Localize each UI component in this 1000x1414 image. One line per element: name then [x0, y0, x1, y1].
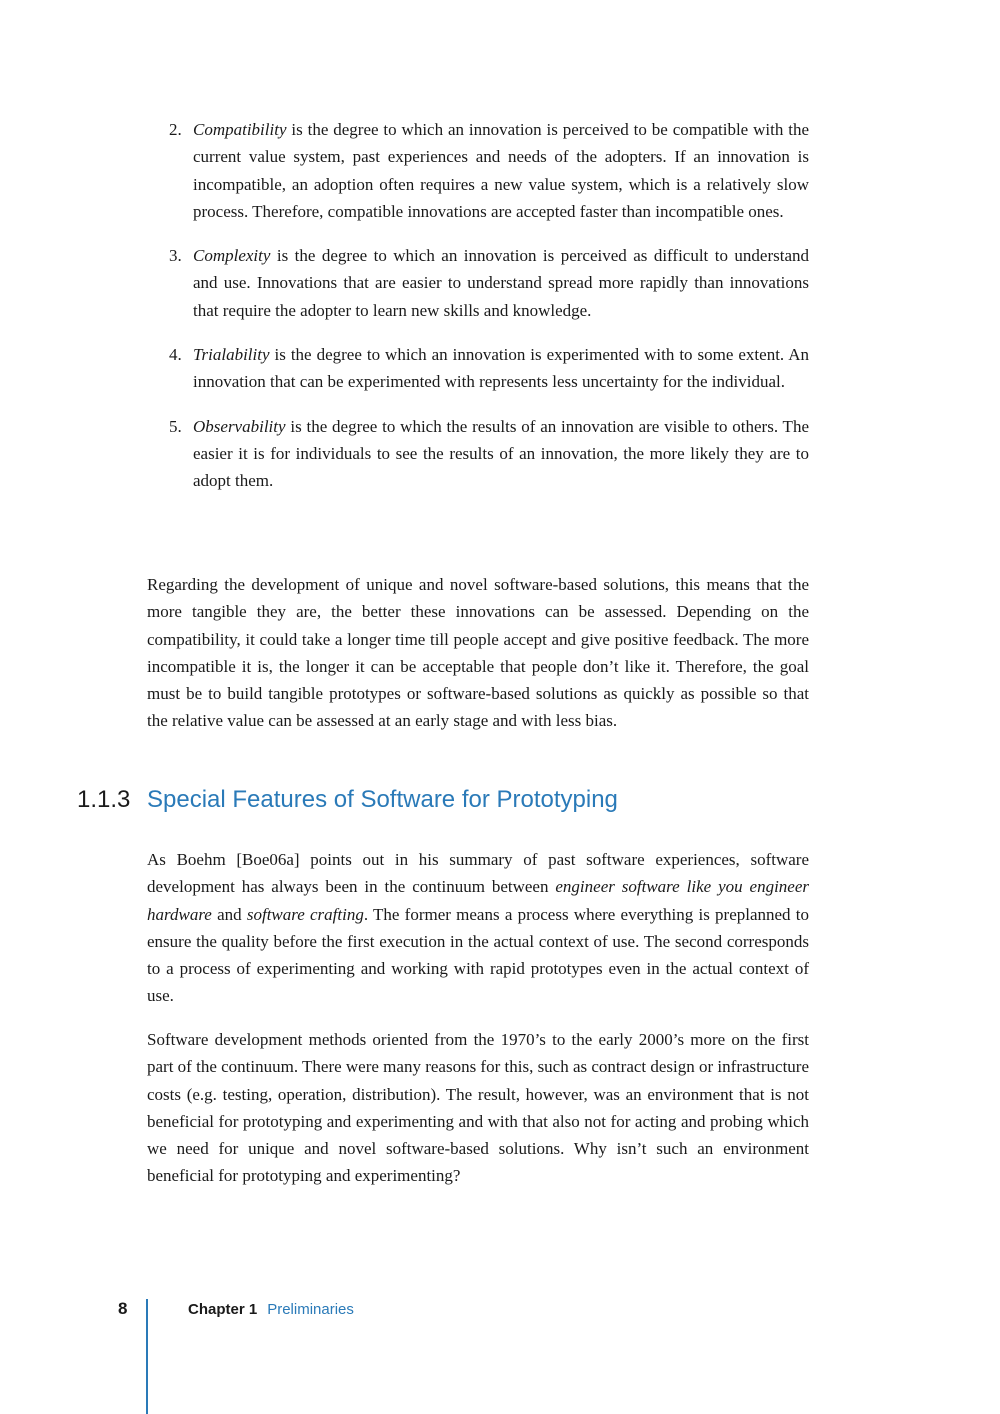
section-number: 1.1.3	[77, 786, 131, 813]
innovation-attributes-list	[147, 116, 809, 512]
paragraph-methods: Software development methods oriented from the 1970’s to the early 2000’s more on the first part of the continuum. There were many reasons for this, such as contract design or infrastructure costs (e.g. testing, operation, distribution). The result, however, was an environment that is not beneficial for prototyping and experimenting and with that also not for acting and probing which we need for unique and novel software-based solutions. Why isn’t such an environment beneficial for prototyping and experimenting?	[147, 1030, 809, 1186]
list-item-term: Observability	[193, 416, 286, 436]
list-item-text: is the degree to which an innovation is experimented with to some extent. An innovation that can be experimented with represents less uncertainty for the individual.	[193, 345, 809, 392]
list-item-term: Compatibility	[193, 120, 287, 139]
list-item-number: 5.	[169, 416, 182, 436]
list-item-number: 2.	[169, 120, 182, 139]
section-title: Special Features of Software for Prototyping	[147, 786, 618, 813]
paragraph-regarding: Regarding the development of unique and novel software-based solutions, this means that the more tangible they are, the better these innovations can be assessed. Depending on the compatibility, it could take a longer time till people accept and give positive feedback. The more incompatible it is, the longer it can be acceptable that people don’t like it. Therefore, the goal must be to build tangible prototypes or software-based solutions as quickly as possible so that the relative value can be assessed at an early stage and with less bias.	[147, 575, 809, 731]
footer-divider	[146, 1299, 148, 1414]
list-item-text: is the degree to which an innovation is perceived to be compatible with the current value system, past experiences and needs of the adopters. If an innovation is incompatible, an adoption often requires a new value system, which is a relatively slow process. Therefore, compatible innovations are accepted faster than incompatible ones.	[193, 120, 809, 221]
list-item-term: Trialability	[193, 345, 270, 365]
list-item-term: Complexity	[193, 246, 271, 266]
footer-chapter-label: Chapter 1	[188, 1301, 258, 1318]
section-heading	[77, 784, 618, 816]
paragraph-boehm	[147, 846, 809, 1010]
list-item-text: is the degree to which an innovation is perceived as difficult to understand and use. Innovations that are easier to understand spread more rapidly than innovations that require the adopter to learn new skills and knowledge.	[193, 246, 809, 320]
paragraph-boehm-text-1: As Boehm [Boe06a] points out in his summary of past software experiences, software development has always been in the continuum between	[147, 850, 809, 897]
list-item-number: 4.	[169, 345, 182, 365]
page-number: 8	[118, 1299, 128, 1318]
footer-chapter	[188, 1301, 354, 1318]
list-item-text: is the degree to which the results of an innovation are visible to others. The easier it is for individuals to see the results of an innovation, the more likely they are to adopt them.	[193, 416, 809, 491]
paragraph-boehm-text-2: and	[211, 904, 247, 924]
list-item	[147, 242, 809, 324]
list-item	[147, 116, 809, 225]
paragraph-boehm-emphasis-2: software crafting	[246, 904, 364, 924]
list-item	[147, 413, 809, 495]
paragraph-boehm-text-3: . The former means a process where everything is preplanned to ensure the quality before the first execution in the actual context of use. The second corresponds to a process of experimenting and working with rapid prototypes even in the actual context of use.	[147, 904, 809, 1006]
list-item	[147, 341, 809, 396]
paragraph-boehm-emphasis-1: engineer software like you engineer hardware	[147, 877, 809, 924]
footer-chapter-title: Preliminaries	[267, 1301, 354, 1318]
list-item-number: 3.	[169, 246, 182, 266]
